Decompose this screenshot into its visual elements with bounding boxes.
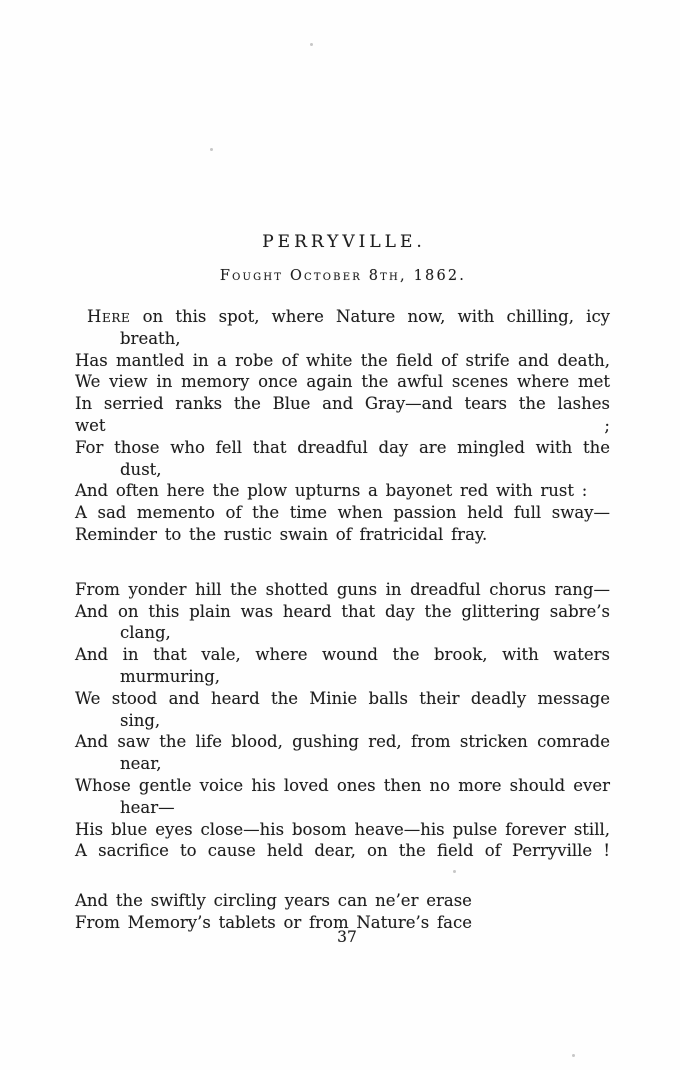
- poem-line: clang,: [120, 623, 171, 643]
- poem-line: dust,: [120, 459, 162, 479]
- poem-line: And on this plain was heard that day the glittering sabre’s: [75, 601, 610, 621]
- poem-line: near,: [120, 754, 162, 774]
- poem-line: We stood and heard the Minie balls their deadly message: [75, 688, 610, 708]
- poem-line: Whose gentle voice his loved ones then no more should ever: [75, 775, 610, 795]
- scan-speck: [453, 870, 456, 873]
- poem-line: For those who fell that dreadful day are mingled with the: [75, 437, 610, 457]
- small-caps-lead: Here: [87, 307, 131, 326]
- scan-speck: [310, 43, 313, 46]
- poem-line: And saw the life blood, gushing red, from stricken comrade: [75, 732, 610, 752]
- poem-line: A sad memento of the time when passion held full sway—: [75, 503, 610, 523]
- stanza-2: [75, 579, 610, 862]
- poem-line: From yonder hill the shotted guns in dreadful chorus rang—: [75, 579, 610, 599]
- page-title: PERRYVILLE.: [262, 232, 426, 252]
- scan-speck: [210, 148, 213, 151]
- poem-line: And often here the plow upturns a bayonet red with rust :: [75, 481, 588, 501]
- poem-line: murmuring,: [120, 666, 221, 686]
- poem-line: Has mantled in a robe of white the field of strife and death,: [75, 350, 610, 370]
- poem: [75, 306, 610, 934]
- poem-line: hear—: [120, 797, 175, 817]
- page-number: 37: [337, 928, 357, 946]
- poem-line: And the swiftly circling years can ne’er erase: [75, 891, 472, 911]
- poem-line: Reminder to the rustic swain of fratricidal fray.: [75, 524, 488, 544]
- poem-line: breath,: [120, 328, 181, 348]
- poem-line: His blue eyes close—his bosom heave—his pulse forever still,: [75, 819, 610, 839]
- poem-line: From Memory’s tablets or from Nature’s face: [75, 912, 472, 932]
- poem-line: We view in memory once again the awful scenes where met: [75, 372, 610, 392]
- stanza-1: [75, 306, 610, 546]
- poem-line-text: on this spot, where Nature now, with chilling, icy: [142, 307, 611, 326]
- poem-line: And in that vale, where wound the brook, with waters: [75, 645, 610, 665]
- poem-line: [75, 306, 610, 328]
- poem-line: In serried ranks the Blue and Gray—and tears the lashes wet ;: [75, 394, 610, 435]
- scan-speck: [572, 1054, 575, 1057]
- poem-line: A sacrifice to cause held dear, on the field of Perryville !: [75, 841, 610, 861]
- page-subtitle: Fought October 8th, 1862.: [219, 268, 467, 284]
- poem-line: sing,: [120, 710, 161, 730]
